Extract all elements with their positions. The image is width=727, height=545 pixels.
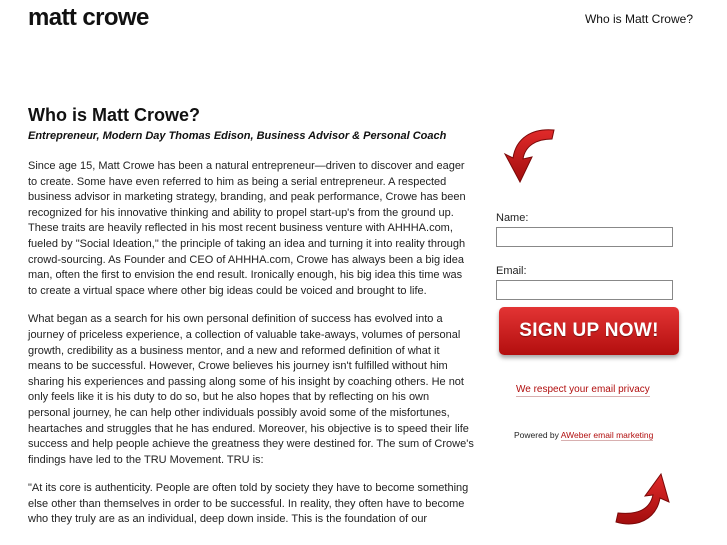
powered-by-label: Powered by — [514, 430, 559, 440]
aweber-link[interactable]: AWeber email marketing — [560, 430, 654, 440]
sign-up-button[interactable]: SIGN UP NOW! — [499, 307, 679, 355]
signup-form — [496, 210, 676, 316]
site-title[interactable]: matt crowe — [28, 4, 149, 31]
email-label: Email: — [496, 265, 527, 277]
red-curved-arrow-down-icon — [496, 124, 560, 188]
email-privacy-link[interactable]: We respect your email privacy — [516, 384, 650, 395]
nav-link-who-is-matt-crowe[interactable]: Who is Matt Crowe? — [584, 12, 693, 26]
main-content — [28, 104, 474, 541]
paragraph-1: Since age 15, Matt Crowe has been a natural entrepreneur—driven to discover and eager to create. Some have even referred to him as being a serial entrepreneur. A respected business advisor in marketing strategy, branding, and peak performance, Crowe has been recognized for his innovative thinking and ability to propel start-up's from the ground up. These traits are heavily reflected in his most recent business venture with AHHHA.com, fueled by "Social Ideation," the principle of taking an idea and turning it into reality through crowd-sourcing. As Founder and CEO of AHHHA.com, Crowe has always been a big idea man, often the first to envision the end result. Ironically enough, his big idea this time was to create a virtual space where other big ideas could be voiced and brought to life. — [28, 160, 466, 297]
paragraph-2: What began as a search for his own personal definition of success has evolved into a journey of priceless experience, a collection of valuable take-aways, volumes of personal growth, credibility as a business mentor, and a new and reformed definition of what it means to be successful. However, Crowe believes his journey isn't fulfilled without him sharing his experiences and passing along some of his insight by coaching others. He not only feels like it is his duty to do so, but he also hopes that by reflecting on his own personal journey, he can help other individuals possibly avoid some of the misfortunes, heartaches and struggles that he has endured. Moreover, his objective is to speed their life success and help people achieve the greatness they were destined for. The sum of Crowe's findings have led to the TRU Movement. TRU is: — [28, 313, 474, 466]
email-field[interactable] — [496, 280, 673, 300]
powered-by — [514, 430, 653, 440]
page-subtitle: Entrepreneur, Modern Day Thomas Edison, Business Advisor & Personal Coach — [28, 130, 447, 142]
name-label: Name: — [496, 212, 529, 224]
page-title: Who is Matt Crowe? — [28, 105, 200, 125]
name-field[interactable] — [496, 227, 673, 247]
paragraph-3: "At its core is authenticity. People are often told by society they have to become something else other than themselves in order to be successful. In reality, they often have to become who they truly are as an individual, deep down inside. This is the foundation of our — [28, 482, 469, 526]
red-curved-arrow-up-icon — [612, 470, 678, 532]
